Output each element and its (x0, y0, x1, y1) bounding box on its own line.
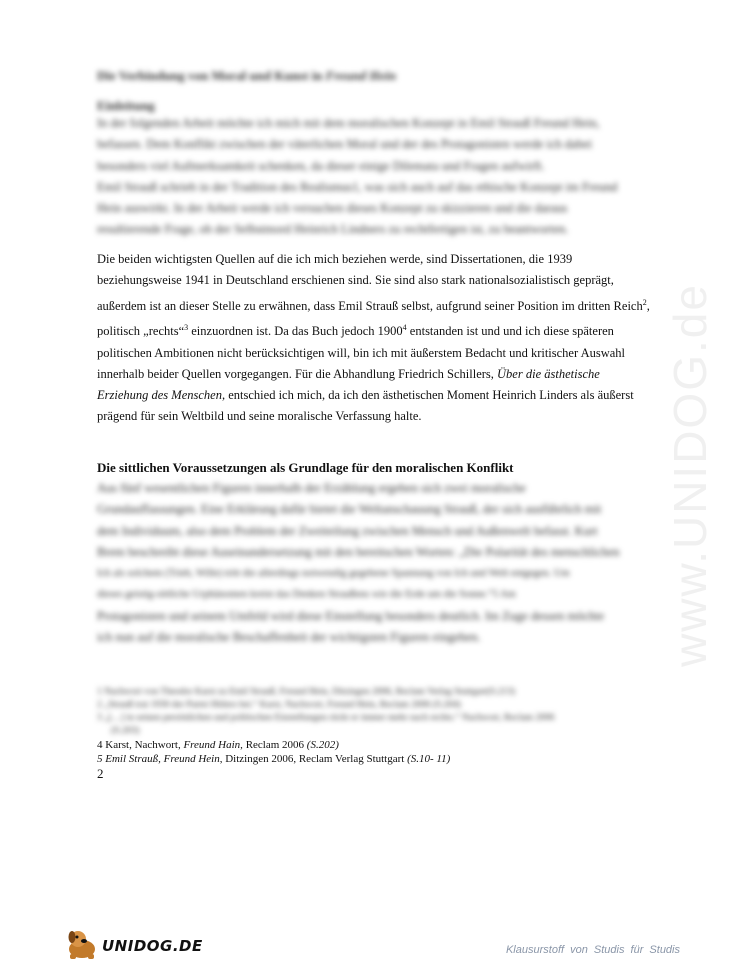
footnote-5: 5 Emil Strauß, Freund Hein, Ditzingen 2006, Reclam Verlag Stuttgart (S.10- 11) (97, 753, 451, 765)
intro-heading: Einleitung (97, 98, 155, 113)
document-title: Die Verbindung von Moral und Kunst in Freund Hein (97, 68, 397, 83)
section-blurred-text: Aus fünf wesentlichen Figuren innerhalb der Erzählung ergeben sich zwei moralische Grundauffassungen. Eine Erklärung dafür bietet die Weltanschauung Strauß, der sich ausführlich mit dem Individuum, also dem Problem der Zweiteilung zwischen Mensch und Außenwelt befasst. Kurt Brem beschreibt diese Auseinandersetzung mit den bereitschen Worten: „Die Polarität des menschlichen Ich als solchem (Trieb, Wille) tritt die allerdings notwendig gegebene Spannung von Ich und Welt entgegen. Um dieses geistig-sittliche Urphänomen kreist das Denken Straußens wie die Erde um die Sonne.“5 Am Protagonisten und seinem Umfeld wird diese Einstellung besonders deutlich. Im Zuge dessen möchte ich nun auf die moralische Beschaffenheit der wichtigsten Figuren eingehen. (97, 481, 620, 645)
logo-text: UNIDOG.DE (102, 937, 203, 955)
section-heading: Die sittlichen Voraussetzungen als Grundlage für den moralischen Konflikt (97, 460, 514, 475)
watermark: www.UNIDOG.de (664, 283, 716, 667)
footnote-4: 4 Karst, Nachwort, Freund Hain, Reclam 2006 (S.202) (97, 739, 339, 751)
dog-icon (64, 925, 104, 961)
footnotes-blurred: 1 Nachwort von Theodor Karst zu Emil Strauß, Freund Hein, Ditzingen 2006, Reclam Verlag Stuttgart(S.213) 2 „Strauß trat 1930 der Partei Hitlers bei.“ Karst, Nachwort, Freund Hein, Reclam 2006 (S.204) 3 „[…] in seinen persönlichen und politischen Einstellungen rückt er immer mehr nach rechts.“ Nachwort, Reclam 2006 (S.203) (97, 687, 555, 736)
footer-tagline: Klausurstoff von Studis für Studis (505, 944, 680, 956)
page-number: 2 (97, 766, 104, 781)
footnotes (97, 738, 657, 766)
intro-paragraph: Die beiden wichtigsten Quellen auf die ich mich beziehen werde, sind Dissertationen, die 1939 beziehungsweise 1941 in Deutschland erschienen sind. Sie sind also stark nationalsozialistisch geprägt, außerdem ist an dieser Stelle zu erwähnen, dass Emil Strauß selbst, aufgrund seiner Position im dritten Reich$^2$, politisch „rechts“$^3$ einzuordnen ist. Da das Buch jedoch 1900$^4$ entstanden ist und und ich diese späteren politischen Ambitionen nicht berücksichtigen will, bin ich mit äußerstem Bedacht und kritischer Auswahl innerhalb beider Quellen vorgegangen. Für die Abhandlung Friedrich Schillers, Über die ästhetische Erziehung des Menschen, entschied ich mich, da ich den ästhetischen Moment Heinrich Linders als äußerst prägend für sein Weltbild und seine moralische Verfassung halte. (97, 252, 650, 424)
unidog-logo (64, 925, 203, 961)
intro-blurred-text: In der folgenden Arbeit möchte ich mich mit dem moralischen Konzept in Emil Strauß Freund Hein, befassen. Dem Konflikt zwischen der väterlichen Moral und der des Protagonisten werde ich dabei besonders viel Aufmerksamkeit schenken, da dieser einige Dilemata und Fragen aufwirft. Emil Strauß schrieb in der Tradition des Realismus1, was sich auch auf das ethische Konzept im Freund Hein auswirkt. In der Arbeit werde ich versuchen dieses Konzept zu skizzieren und die daraus resultierende Frage, ob der Selbstmord Heinrich Lindners zu rechtfertigen ist, zu beantworten. (97, 116, 618, 237)
